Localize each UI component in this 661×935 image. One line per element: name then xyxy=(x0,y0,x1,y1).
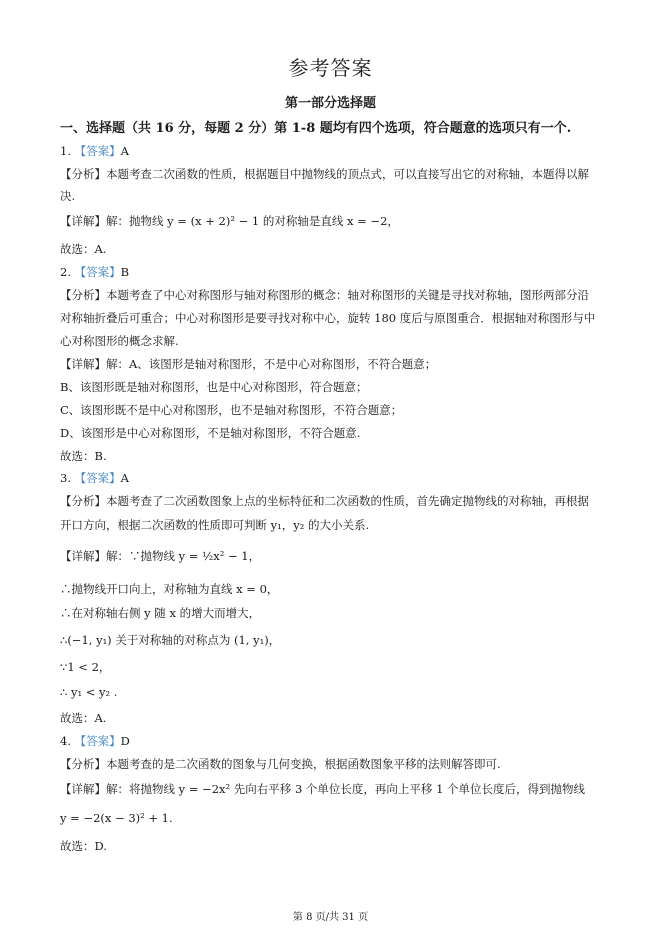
q4-answer: D xyxy=(120,734,130,748)
q2-detail-a: 【详解】解：A、该图形是轴对称图形，不是中心对称图形，不符合题意； xyxy=(60,357,437,371)
q1-analysis-2: 决. xyxy=(60,189,76,203)
q3-analysis-2: 开口方向，根据二次函数的性质即可判断 y₁，y₂ 的大小关系. xyxy=(60,518,370,532)
q3-detail-4: ∴(−1, y₁) 关于对称轴的对称点为 (1, y₁)， xyxy=(60,633,281,647)
page-footer: 第 8 页/共 31 页 xyxy=(292,912,369,923)
q4-answer-line xyxy=(60,733,130,749)
q3-detail-1: 【详解】解：∵抛物线 y = ½x² − 1， xyxy=(60,549,261,563)
q4-detail-2: y = −2(x − 3)² + 1. xyxy=(60,811,173,825)
q1-analysis-1: 【分析】本题考查二次函数的性质，根据题目中抛物线的顶点式，可以直接写出它的对称轴，本题得以解 xyxy=(60,167,589,181)
q3-detail-3: ∴在对称轴右侧 y 随 x 的增大而增大， xyxy=(60,606,261,620)
q2-analysis-3: 心对称图形的概念求解. xyxy=(60,334,179,348)
q3-detail-6: ∴ y₁ < y₂ . xyxy=(60,685,118,699)
q1-detail: 【详解】解：抛物线 y = (x + 2)² − 1 的对称轴是直线 x = −2， xyxy=(60,214,399,228)
q3-analysis-1: 【分析】本题考查了二次函数图象上点的坐标特征和二次函数的性质，首先确定抛物线的对称轴，再根据 xyxy=(60,494,589,508)
q2-answer-tag: 【答案】 xyxy=(74,265,121,279)
q1-answer-tag: 【答案】 xyxy=(74,144,121,158)
q3-detail-2: ∴抛物线开口向上，对称轴为直线 x = 0， xyxy=(60,582,279,596)
q1-answer: A xyxy=(120,144,129,158)
q1-answer-line xyxy=(60,143,129,159)
q3-answer: A xyxy=(120,471,129,485)
q2-analysis-2: 对称轴折叠后可重合；中心对称图形是要寻找对称中心，旋转 180 度后与原图重合．根据轴对称图形与中 xyxy=(60,311,596,325)
q1-conclusion: 故选：A. xyxy=(60,242,107,256)
q3-detail-5: ∵1 < 2， xyxy=(60,660,111,674)
q2-number: 2. xyxy=(60,265,71,279)
q2-detail-d: D、该图形是中心对称图形，不是轴对称图形，不符合题意. xyxy=(60,426,361,440)
q3-number: 3. xyxy=(60,471,71,485)
page-title: 参考答案 xyxy=(288,56,373,80)
q4-answer-tag: 【答案】 xyxy=(74,734,121,748)
q4-number: 4. xyxy=(60,734,71,748)
q2-analysis-1: 【分析】本题考查了中心对称图形与轴对称图形的概念：轴对称图形的关键是寻找对称轴，图形两部分沿 xyxy=(60,288,589,302)
q4-analysis-1: 【分析】本题考查的是二次函数的图象与几何变换，根据函数图象平移的法则解答即可. xyxy=(60,757,501,771)
q4-detail-1: 【详解】解：将抛物线 y = −2x² 先向右平移 3 个单位长度，再向上平移 1 个单位长度后，得到抛物线 xyxy=(60,782,586,796)
part-subtitle: 第一部分选择题 xyxy=(284,96,376,111)
q3-answer-line xyxy=(60,470,129,486)
q3-answer-tag: 【答案】 xyxy=(74,471,121,485)
q4-conclusion: 故选：D. xyxy=(60,839,107,853)
q2-answer-line xyxy=(60,264,129,280)
q2-detail-b: B、该图形既是轴对称图形，也是中心对称图形，符合题意； xyxy=(60,380,368,394)
q2-detail-c: C、该图形既不是中心对称图形，也不是轴对称图形，不符合题意； xyxy=(60,403,403,417)
q2-conclusion: 故选：B. xyxy=(60,449,107,463)
q3-conclusion: 故选：A. xyxy=(60,711,107,725)
q2-answer: B xyxy=(120,265,130,279)
q1-number: 1. xyxy=(60,144,71,158)
section-heading: 一、选择题（共 16 分，每题 2 分）第 1-8 题均有四个选项，符合题意的选项只有一个. xyxy=(60,121,572,136)
